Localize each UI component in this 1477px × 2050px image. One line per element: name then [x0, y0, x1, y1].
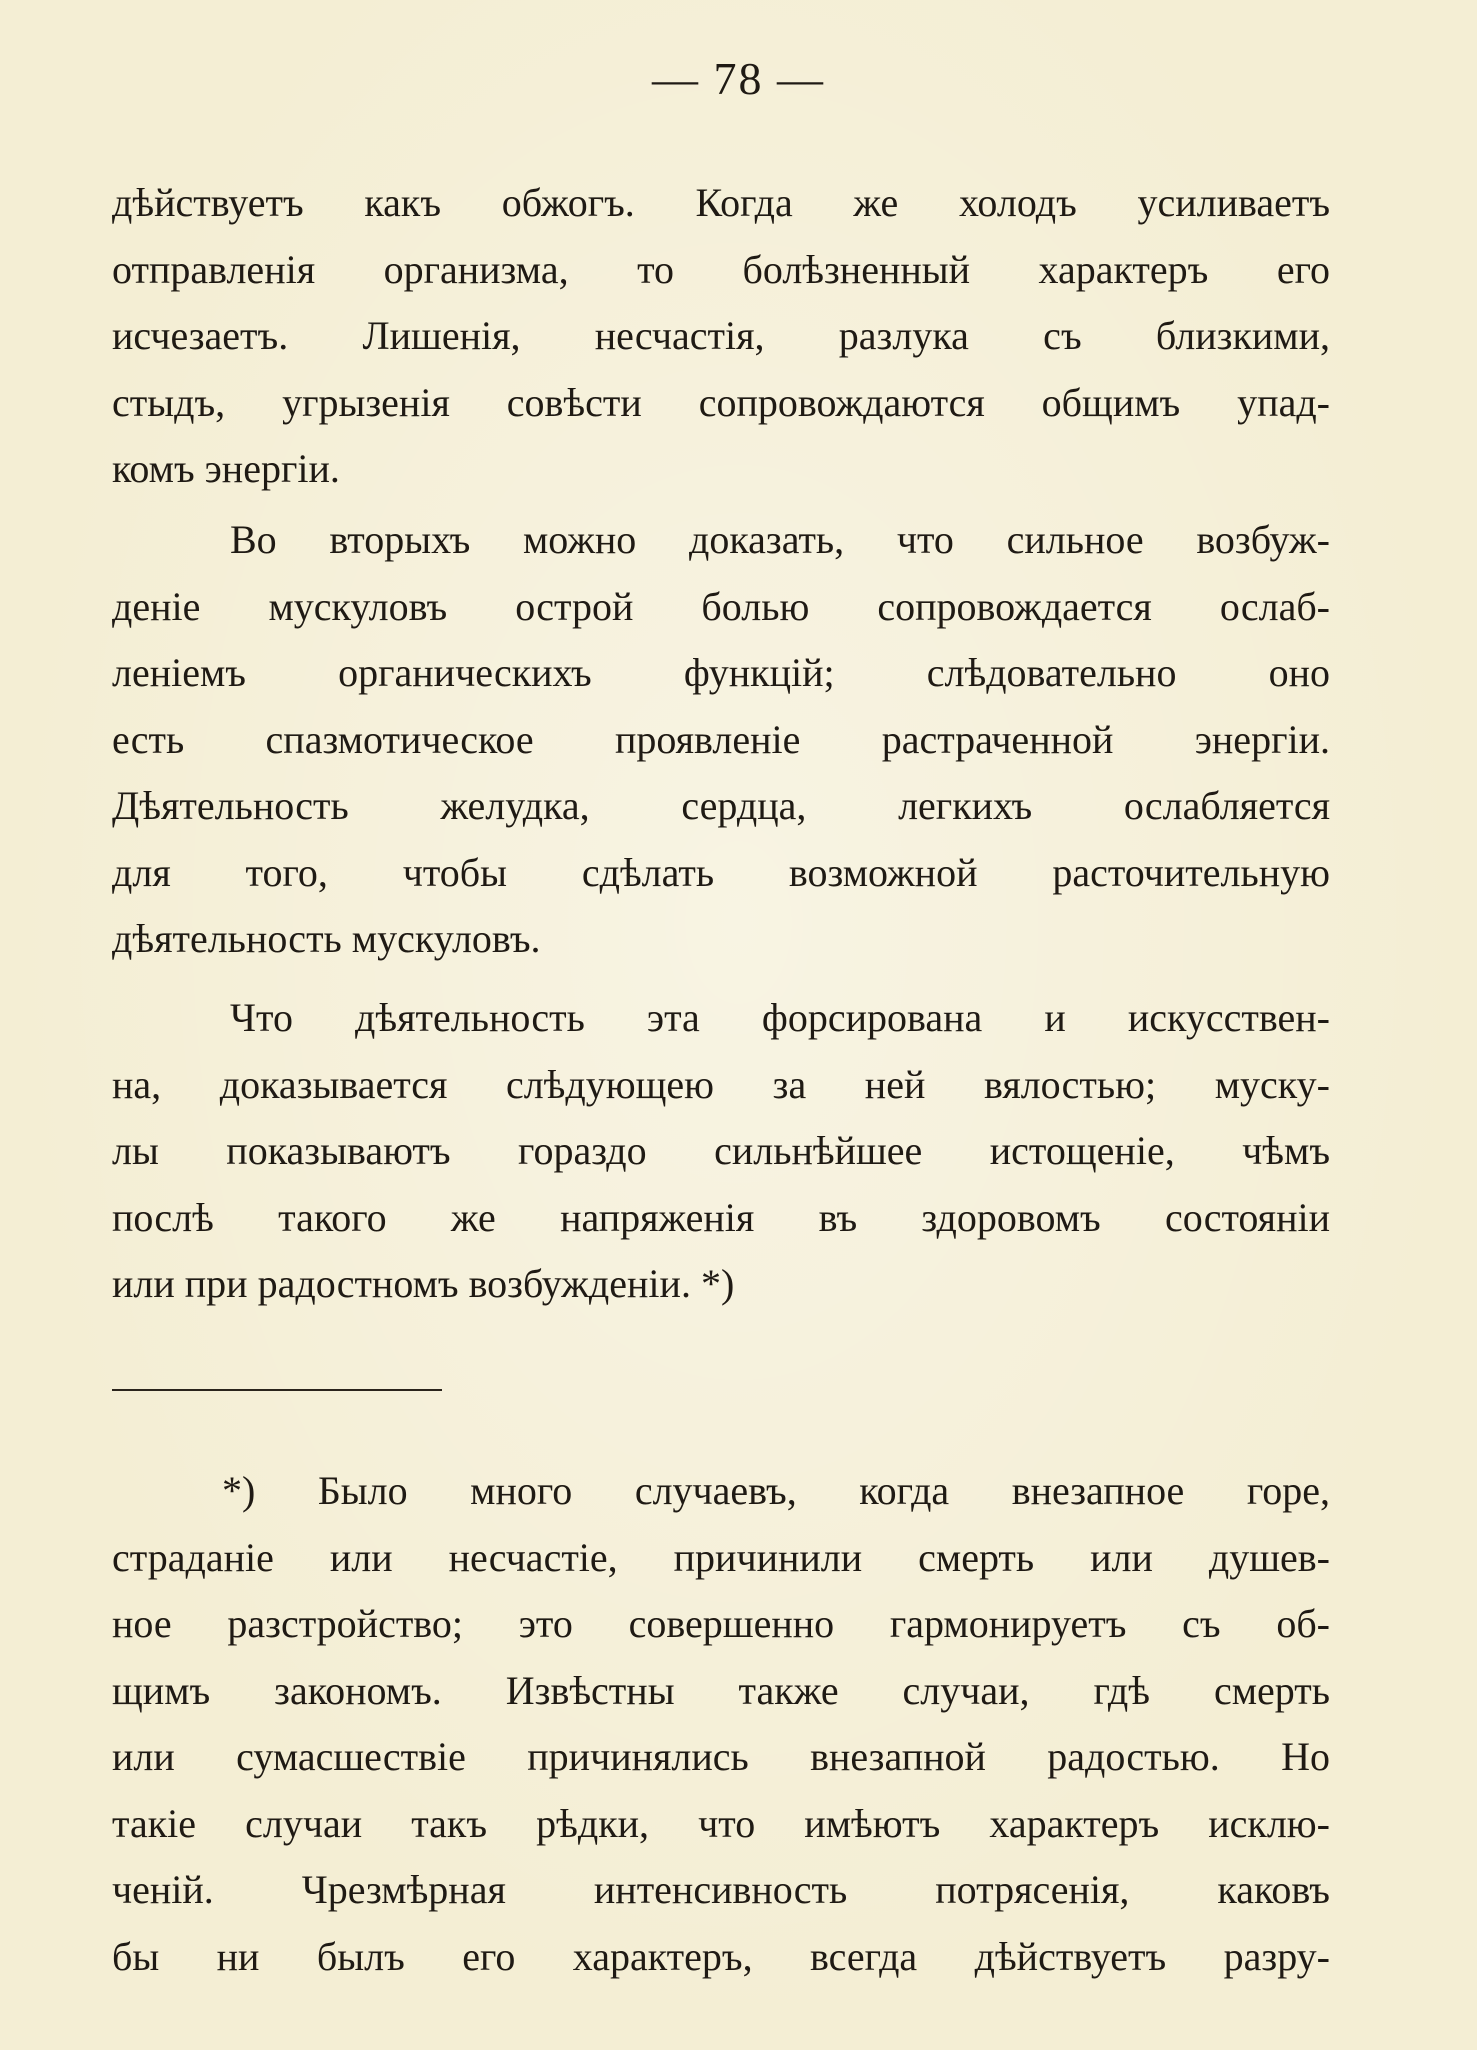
text-line: Что дѣятельность эта форсирована и искусствен- — [230, 995, 1330, 1040]
text-line: есть спазмотическое проявленіе растраченной энергіи. — [112, 716, 1330, 762]
footnote-line: ченій. Чрезмѣрная интенсивность потрясенія, каковъ — [112, 1867, 1330, 1912]
paragraph-2 — [112, 507, 1330, 973]
footnote-line: страданіе или несчастіе, причинили смерть или душев- — [112, 1534, 1330, 1580]
text-line: послѣ такого же напряженія въ здоровомъ состояніи — [112, 1194, 1330, 1240]
footnote-line: щимъ закономъ. Извѣстны также случаи, гдѣ смерть — [112, 1667, 1330, 1713]
text-line: или при радостномъ возбужденіи. *) — [112, 1261, 735, 1306]
paragraph-3 — [112, 985, 1330, 1318]
page-number: — 78 — — [652, 53, 825, 104]
text-line: деніе мускуловъ острой болью сопровождается ослаб- — [112, 583, 1330, 629]
text-line: Во вторыхъ можно доказать, что сильное возбуж- — [230, 517, 1330, 562]
text-line: дѣятельность мускуловъ. — [112, 916, 541, 961]
footnote-separator — [112, 1389, 442, 1391]
text-line: стыдъ, угрызенія совѣсти сопровождаются общимъ упад- — [112, 379, 1330, 425]
text-line: на, доказывается слѣдующею за ней вялостью; муску- — [112, 1061, 1330, 1107]
text-line: лы показываютъ гораздо сильнѣйшее истощеніе, чѣмъ — [112, 1128, 1330, 1173]
text-line: леніемъ органическихъ функцій; слѣдовательно оно — [112, 650, 1330, 695]
footnote-line: бы ни былъ его характеръ, всегда дѣйствуетъ разру- — [112, 1933, 1330, 1979]
footnote-line: или сумасшествіе причинялись внезапной радостью. Но — [112, 1734, 1330, 1779]
text-line: Дѣятельность желудка, сердца, легкихъ ослабляется — [112, 783, 1330, 828]
footnote — [112, 1458, 1330, 1990]
text-line: исчезаетъ. Лишенія, несчастія, разлука съ близкими, — [112, 313, 1330, 358]
text-line: отправленія организма, то болѣзненный характеръ его — [112, 246, 1330, 292]
text-line: для того, чтобы сдѣлать возможной расточительную — [112, 849, 1330, 895]
footnote-line: *) Было много случаевъ, когда внезапное горе, — [222, 1468, 1330, 1513]
paragraph-1 — [112, 170, 1330, 503]
text-line: комъ энергіи. — [112, 446, 340, 491]
footnote-line: ное разстройство; это совершенно гармонируетъ съ об- — [112, 1601, 1330, 1646]
footnote-line: такіе случаи такъ рѣдки, что имѣютъ характеръ исклю- — [112, 1800, 1330, 1846]
text-line: дѣйствуетъ какъ обжогъ. Когда же холодъ усиливаетъ — [112, 180, 1330, 225]
